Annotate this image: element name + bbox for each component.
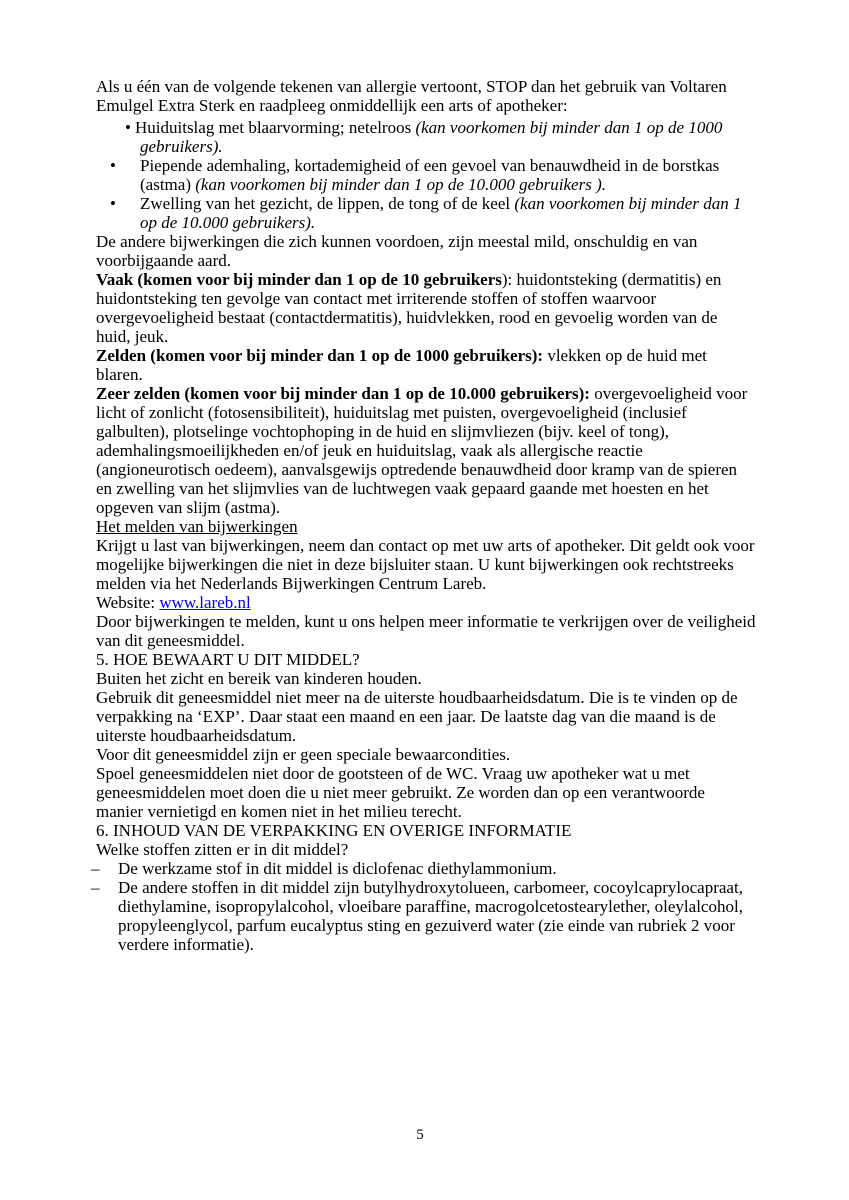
general-side-effects-paragraph [96,232,756,270]
allergy-symptom-item [96,194,756,232]
symptom-text: Piepende ademhaling, kortademigheid of een gevoel van benauwdheid in de borstkas (astma) [140,156,720,194]
bullet-icon: • [110,156,116,175]
zelden-effects-text: vlekken op de huid met blaren. [96,346,707,384]
general-side-effects-text: De andere bijwerkingen die zich kunnen voordoen, zijn meestal mild, onschuldig en van voorbijgaande aard. [96,232,698,270]
ingredient-item [91,859,756,878]
page-number: 5 [416,1127,424,1143]
symptom-text: Huiduitslag met blaarvorming; netelroos [135,118,416,137]
ingredients-subheading: Welke stoffen zitten er in dit middel? [96,840,349,859]
dash-icon: – [91,878,100,897]
dash-icon: – [91,859,100,878]
allergy-warning-text: Als u één van de volgende tekenen van allergie vertoont, STOP dan het gebruik van Voltaren Emulgel Extra Sterk en raadpleeg onmiddellijk een arts of apotheker: [96,77,727,115]
allergy-symptoms-list [96,118,756,232]
frequency-label-zelden: Zelden (komen voor bij minder dan 1 op de 1000 gebruikers): [96,346,544,365]
website-line [96,593,756,612]
storage-paragraph [96,745,756,764]
reporting-heading: Het melden van bijwerkingen [96,517,298,536]
storage-text: Buiten het zicht en bereik van kinderen houden. [96,669,422,688]
bullet-icon: • [110,194,116,213]
frequency-note: (kan voorkomen bij minder dan 1 op de 1000 gebruikers). [140,118,723,156]
frequency-note: (kan voorkomen bij minder dan 1 op de 10.000 gebruikers). [140,194,742,232]
ingredient-text: De werkzame stof in dit middel is diclofenac diethylammonium. [118,859,557,878]
ingredient-item [91,878,756,954]
zeer-zelden-paragraph [96,384,756,517]
allergy-warning-heading [96,77,756,115]
zelden-paragraph [96,346,756,384]
storage-text: Voor dit geneesmiddel zijn er geen speciale bewaarcondities. [96,745,511,764]
storage-section-heading: 5. HOE BEWAART U DIT MIDDEL? [96,650,360,669]
frequency-note: (kan voorkomen bij minder dan 1 op de 10.000 gebruikers ). [195,175,606,194]
storage-text: Gebruik dit geneesmiddel niet meer na de uiterste houdbaarheidsdatum. Die is te vinden op de verpakking na ‘EXP’. Daar staat een maand en een jaar. De laatste dag van die maand is de uiterste houdbaarheidsdatum. [96,688,738,745]
storage-text: Spoel geneesmiddelen niet door de gootsteen of de WC. Vraag uw apotheker wat u met geneesmiddelen moet doen die u niet meer gebruikt. Ze worden dan op een verantwoorde manier vernietigd en komen niet in het milieu terecht. [96,764,705,821]
reporting-footer-paragraph [96,612,756,650]
symptom-text: Zwelling van het gezicht, de lippen, de tong of de keel [140,194,515,213]
reporting-footer-text: Door bijwerkingen te melden, kunt u ons helpen meer informatie te verkrijgen over de veiligheid van dit geneesmiddel. [96,612,756,650]
reporting-body-text: Krijgt u last van bijwerkingen, neem dan contact op met uw arts of apotheker. Dit geldt ook voor mogelijke bijwerkingen die niet in deze bijsluiter staan. U kunt bijwerkingen ook rechtstreeks melden via het Nederlands Bijwerkingen Centrum Lareb. [96,536,755,593]
zeer-zelden-effects-text: overgevoeligheid voor licht of zonlicht (fotosensibiliteit), huiduitslag met puisten, overgevoeligheid (inclusief galbulten), plotselinge vochtophoping in de huid en slijmvliezen (bijv. keel of tong), ademhalingsmoeilijkheden en/of jeuk en huiduitslag, vaak als allergische reactie (angioneurotisch oedeem), aanvalsgewijs optredende benauwdheid door kramp van de spieren en zwelling van het slijmvlies van de luchtwegen vaak gepaard gaande met hoesten en het opgeven van slijm (astma). [96,384,748,517]
lareb-link[interactable]: www.lareb.nl [159,593,251,612]
frequency-label-zeer-zelden: Zeer zelden (komen voor bij minder dan 1 op de 10.000 gebruikers): [96,384,590,403]
storage-paragraph [96,688,756,745]
allergy-symptom-item [96,118,756,156]
vaak-paragraph [96,270,756,346]
vaak-effects-text: ): huidontsteking (dermatitis) en huidontsteking ten gevolge van contact met irriterende stoffen of stoffen waarvoor overgevoeligheid bestaat (contactdermatitis), huidvlekken, rood en gevoelig worden van de huid, jeuk. [96,270,722,346]
storage-paragraph [96,764,756,821]
storage-paragraph [96,669,756,688]
ingredients-list [91,859,756,954]
bullet-icon: • [125,118,131,137]
website-label: Website: [96,593,160,612]
document-content [91,77,756,954]
ingredient-text: De andere stoffen in dit middel zijn butylhydroxytolueen, carbomeer, cocoylcaprylocapraat, diethylamine, isopropylalcohol, vloeibare paraffine, macrogolcetostearylether, oleylalcohol, propyleenglycol, parfum eucalyptus sting en gezuiverd water (zie einde van rubriek 2 voor verdere informatie). [118,878,743,954]
reporting-body-paragraph [96,536,756,593]
contents-section-heading: 6. INHOUD VAN DE VERPAKKING EN OVERIGE INFORMATIE [96,821,572,840]
frequency-label-vaak: Vaak (komen voor bij minder dan 1 op de 10 gebruikers [96,270,502,289]
allergy-symptom-item [96,156,756,194]
